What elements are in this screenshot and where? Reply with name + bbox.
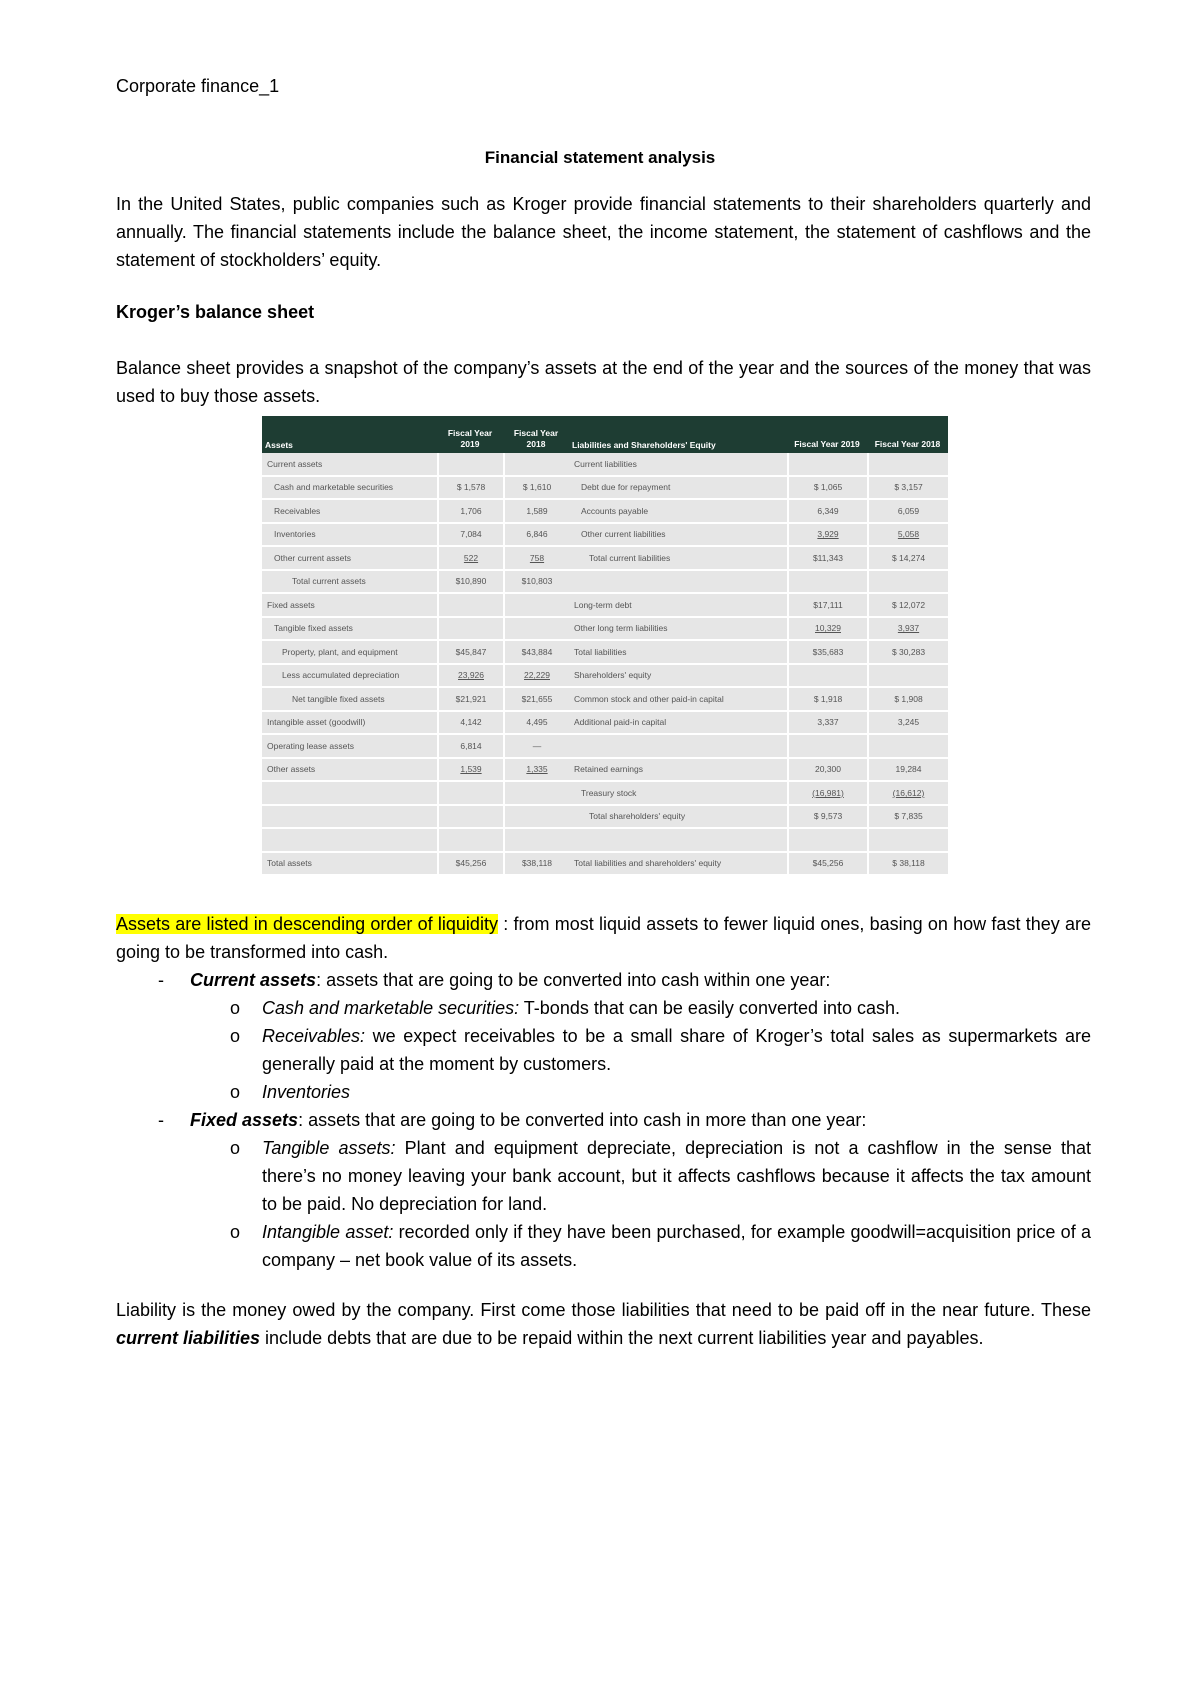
cell-liability-label bbox=[569, 782, 787, 806]
header-liabilities: Liabilities and Shareholders' Equity bbox=[569, 416, 787, 453]
header-fy2018: Fiscal Year 2018 bbox=[503, 416, 569, 453]
cell-liability-fy2018 bbox=[867, 571, 948, 595]
dash-marker: - bbox=[158, 1110, 164, 1130]
cell-text: $21,921 bbox=[455, 693, 487, 704]
cell-asset-fy2019 bbox=[437, 547, 503, 571]
cell-text: $17,111 bbox=[813, 599, 843, 610]
cell-asset-fy2019 bbox=[437, 500, 503, 524]
cell-text: Other long term liabilities bbox=[574, 623, 668, 634]
liability-text-2: include debts that are due to be repaid within the next current liabilities year and payables. bbox=[260, 1328, 984, 1348]
cell-text: Other assets bbox=[267, 764, 316, 775]
cell-liability-fy2019 bbox=[787, 712, 867, 736]
list-item-inventories bbox=[116, 1078, 1091, 1106]
cell-text: $ 38,118 bbox=[892, 858, 925, 869]
cell-text: 6,846 bbox=[526, 529, 548, 540]
cell-text: 5,058 bbox=[897, 529, 920, 540]
cell-asset-fy2019 bbox=[437, 594, 503, 618]
current-assets-text: : assets that are going to be converted into cash within one year: bbox=[316, 970, 831, 990]
cell-liability-fy2018 bbox=[867, 547, 948, 571]
cell-asset-fy2019 bbox=[437, 712, 503, 736]
cell-text: 3,929 bbox=[817, 529, 839, 540]
cell-asset-fy2018 bbox=[503, 665, 569, 689]
cell-asset-fy2019 bbox=[437, 641, 503, 665]
table-row bbox=[262, 594, 948, 618]
table-row bbox=[262, 665, 948, 689]
cell-text: 1,539 bbox=[460, 764, 482, 775]
cell-liability-fy2018 bbox=[867, 641, 948, 665]
cell-liability-fy2019 bbox=[787, 524, 867, 548]
cell-asset-label bbox=[262, 735, 437, 759]
asset-list bbox=[116, 966, 1091, 1274]
current-liabilities-term: current liabilities bbox=[116, 1328, 261, 1348]
fixed-assets-term: Fixed assets bbox=[190, 1110, 299, 1130]
cell-asset-fy2019 bbox=[437, 688, 503, 712]
cell-text: $ 7,835 bbox=[894, 811, 923, 822]
cell-text: Debt due for repayment bbox=[581, 482, 671, 493]
cell-asset-fy2018 bbox=[503, 829, 569, 853]
cell-asset-fy2019 bbox=[437, 618, 503, 642]
cell-liability-fy2019 bbox=[787, 641, 867, 665]
table-row bbox=[262, 759, 948, 783]
cell-text: 1,335 bbox=[526, 764, 548, 775]
cell-asset-label bbox=[262, 665, 437, 689]
cell-liability-fy2019 bbox=[787, 759, 867, 783]
document-title: Financial statement analysis bbox=[484, 148, 716, 167]
table-row bbox=[262, 829, 948, 853]
cell-text: Total assets bbox=[267, 858, 312, 869]
cell-text: Other current assets bbox=[274, 552, 352, 563]
cell-text: Receivables bbox=[274, 505, 321, 516]
cell-liability-fy2018 bbox=[867, 829, 948, 853]
cell-text: $ 1,908 bbox=[894, 693, 923, 704]
cell-text: Less accumulated depreciation bbox=[282, 670, 400, 681]
cell-text: 1,706 bbox=[460, 505, 482, 516]
table-row bbox=[262, 806, 948, 830]
cell-liability-fy2019 bbox=[787, 806, 867, 830]
cell-asset-fy2018 bbox=[503, 547, 569, 571]
list-item-cash bbox=[116, 994, 1091, 1022]
document-header: Corporate finance_1 bbox=[116, 76, 280, 96]
cell-liability-fy2019 bbox=[787, 453, 867, 477]
cell-text: Tangible fixed assets bbox=[274, 623, 353, 634]
bullet-marker: o bbox=[230, 1082, 241, 1102]
bullet-marker: o bbox=[230, 998, 241, 1018]
cell-asset-label bbox=[262, 547, 437, 571]
cell-text: — bbox=[532, 740, 542, 751]
table-row bbox=[262, 500, 948, 524]
cell-text: Other current liabilities bbox=[581, 529, 666, 540]
cell-asset-fy2018 bbox=[503, 594, 569, 618]
table-row bbox=[262, 477, 948, 501]
table-row bbox=[262, 618, 948, 642]
cell-text: $ 12,072 bbox=[891, 599, 926, 610]
cell-asset-fy2019 bbox=[437, 453, 503, 477]
cell-text: 3,245 bbox=[897, 717, 920, 728]
cell-text: $21,655 bbox=[521, 693, 553, 704]
cell-text: $ 1,918 bbox=[813, 693, 843, 704]
cell-text: Retained earnings bbox=[574, 764, 643, 775]
cell-liability-label bbox=[569, 524, 787, 548]
cell-asset-fy2019 bbox=[437, 759, 503, 783]
cell-liability-fy2019 bbox=[787, 477, 867, 501]
cell-text: 522 bbox=[463, 552, 479, 563]
inventories-term: Inventories bbox=[262, 1082, 351, 1102]
intro-paragraph: In the United States, public companies such as Kroger provide financial statements to their shareholders quarterly and annually. The financial statements include the balance sheet, the income statement, the statement of cashflows and the statement of stockholders’ equity. bbox=[116, 194, 1091, 270]
cell-text: Treasury stock bbox=[581, 787, 637, 798]
cell-asset-label bbox=[262, 688, 437, 712]
cell-text: Inventories bbox=[274, 529, 316, 540]
intangible-term: Intangible asset: bbox=[262, 1222, 394, 1242]
liquidity-highlight: Assets are listed in descending order of liquidity bbox=[116, 914, 498, 934]
cell-liability-fy2019 bbox=[787, 571, 867, 595]
cell-text: $45,847 bbox=[455, 646, 487, 657]
cell-liability-fy2018 bbox=[867, 759, 948, 783]
cell-asset-fy2018 bbox=[503, 618, 569, 642]
cell-liability-label bbox=[569, 500, 787, 524]
cell-liability-label bbox=[569, 594, 787, 618]
cell-text: 4,495 bbox=[526, 717, 548, 728]
cell-asset-fy2018 bbox=[503, 712, 569, 736]
cell-liability-label bbox=[569, 571, 787, 595]
cell-text: 1,589 bbox=[526, 505, 548, 516]
cell-asset-fy2018 bbox=[503, 453, 569, 477]
cell-asset-fy2018 bbox=[503, 571, 569, 595]
cell-text: Current assets bbox=[267, 458, 323, 469]
cell-liability-fy2018 bbox=[867, 453, 948, 477]
header-assets: Assets bbox=[262, 416, 437, 453]
cell-text: $11,343 bbox=[812, 552, 844, 563]
cell-text: 20,300 bbox=[815, 764, 841, 775]
cell-asset-fy2018 bbox=[503, 688, 569, 712]
cell-text: 3,337 bbox=[817, 717, 839, 728]
cell-liability-fy2019 bbox=[787, 665, 867, 689]
cell-asset-label bbox=[262, 853, 437, 877]
cell-asset-label bbox=[262, 641, 437, 665]
cell-text: Fixed assets bbox=[267, 599, 315, 610]
cell-asset-fy2019 bbox=[437, 524, 503, 548]
cell-text: 7,084 bbox=[460, 529, 482, 540]
table-header-row bbox=[262, 416, 948, 453]
cell-text: Accounts payable bbox=[581, 505, 649, 516]
cell-text: $ 1,578 bbox=[456, 482, 486, 493]
cell-liability-fy2018 bbox=[867, 853, 948, 877]
cell-text: $ 9,573 bbox=[813, 811, 843, 822]
cell-text: (16,981) bbox=[812, 787, 844, 798]
cell-text: $ 14,274 bbox=[891, 552, 926, 563]
cell-liability-fy2018 bbox=[867, 594, 948, 618]
cell-asset-fy2019 bbox=[437, 782, 503, 806]
table-row bbox=[262, 782, 948, 806]
cell-text: Property, plant, and equipment bbox=[282, 646, 398, 657]
list-item-intangible bbox=[116, 1218, 1091, 1274]
cell-text: Total current liabilities bbox=[589, 552, 671, 563]
cell-asset-label bbox=[262, 782, 437, 806]
cell-liability-fy2019 bbox=[787, 688, 867, 712]
cell-liability-fy2018 bbox=[867, 735, 948, 759]
cell-text: $ 1,065 bbox=[813, 482, 843, 493]
cell-asset-fy2018 bbox=[503, 806, 569, 830]
cell-text: $10,890 bbox=[455, 576, 487, 587]
cell-text: Current liabilities bbox=[574, 458, 637, 469]
cell-asset-label bbox=[262, 477, 437, 501]
cell-liability-fy2019 bbox=[787, 782, 867, 806]
current-assets-term: Current assets bbox=[190, 970, 317, 990]
cell-text: 10,329 bbox=[815, 623, 841, 634]
cell-liability-label bbox=[569, 618, 787, 642]
list-item-tangible bbox=[116, 1134, 1091, 1218]
cell-liability-fy2018 bbox=[867, 665, 948, 689]
cell-liability-label bbox=[569, 641, 787, 665]
cell-liability-label bbox=[569, 853, 787, 877]
cell-text: 4,142 bbox=[460, 717, 482, 728]
dash-marker: - bbox=[158, 970, 164, 990]
table-row bbox=[262, 735, 948, 759]
cell-text: Common stock and other paid-in capital bbox=[574, 693, 724, 704]
cell-text: $ 1,610 bbox=[522, 482, 552, 493]
liability-text-1: Liability is the money owed by the company. First come those liabilities that need to be paid off in the near future. These bbox=[116, 1300, 1091, 1320]
cell-asset-fy2018 bbox=[503, 759, 569, 783]
cell-liability-label bbox=[569, 547, 787, 571]
cell-asset-fy2018 bbox=[503, 477, 569, 501]
cell-asset-fy2018 bbox=[503, 524, 569, 548]
cell-asset-fy2018 bbox=[503, 853, 569, 877]
bullet-marker: o bbox=[230, 1026, 241, 1046]
cell-text: 22,229 bbox=[524, 670, 550, 681]
cell-text: (16,612) bbox=[892, 787, 925, 798]
cell-text: Cash and marketable securities bbox=[274, 482, 394, 493]
cell-liability-label bbox=[569, 688, 787, 712]
cell-liability-label bbox=[569, 477, 787, 501]
cell-text: Shareholders' equity bbox=[574, 670, 652, 681]
cell-asset-fy2019 bbox=[437, 735, 503, 759]
section-heading: Kroger’s balance sheet bbox=[116, 302, 315, 322]
cell-asset-fy2018 bbox=[503, 500, 569, 524]
cell-text: 6,814 bbox=[460, 740, 482, 751]
cell-text: 6,349 bbox=[817, 505, 839, 516]
cell-asset-fy2018 bbox=[503, 735, 569, 759]
cell-liability-fy2019 bbox=[787, 594, 867, 618]
cell-text: 23,926 bbox=[458, 670, 484, 681]
cash-text: T-bonds that can be easily converted into cash. bbox=[519, 998, 901, 1018]
table-row bbox=[262, 547, 948, 571]
cell-asset-fy2019 bbox=[437, 477, 503, 501]
cell-text: Additional paid-in capital bbox=[574, 717, 667, 728]
table-row bbox=[262, 453, 948, 477]
cell-asset-fy2019 bbox=[437, 571, 503, 595]
cell-liability-fy2018 bbox=[867, 782, 948, 806]
cell-liability-label bbox=[569, 665, 787, 689]
cell-asset-label bbox=[262, 453, 437, 477]
cell-asset-fy2019 bbox=[437, 806, 503, 830]
cell-text: 19,284 bbox=[895, 764, 922, 775]
list-item-current-assets bbox=[116, 966, 1091, 994]
cell-liability-fy2019 bbox=[787, 853, 867, 877]
cell-liability-label bbox=[569, 806, 787, 830]
tangible-text: Plant and equipment depreciate, depreciation is not a cashflow in the sense that there’s no money leaving your bank account, but it affects cashflows because it affects the tax amount to be paid. No depreciation for land. bbox=[262, 1138, 1091, 1214]
cell-liability-label bbox=[569, 829, 787, 853]
cell-asset-label bbox=[262, 500, 437, 524]
cell-text: $45,256 bbox=[812, 858, 844, 869]
bullet-marker: o bbox=[230, 1222, 241, 1242]
balance-sheet-table bbox=[262, 416, 948, 874]
cell-text: $35,683 bbox=[812, 646, 844, 657]
cell-asset-label bbox=[262, 618, 437, 642]
cell-text: Operating lease assets bbox=[267, 740, 354, 751]
cell-asset-fy2018 bbox=[503, 782, 569, 806]
cell-text: 3,937 bbox=[897, 623, 920, 634]
cell-text: Intangible asset (goodwill) bbox=[267, 717, 366, 728]
cell-text: Net tangible fixed assets bbox=[292, 693, 385, 704]
cell-liability-label bbox=[569, 735, 787, 759]
cell-asset-label bbox=[262, 712, 437, 736]
cell-text: $45,256 bbox=[455, 858, 487, 869]
table-row bbox=[262, 688, 948, 712]
cell-text: Total liabilities and shareholders' equity bbox=[574, 858, 722, 869]
receivables-term: Receivables: bbox=[262, 1026, 366, 1046]
cell-asset-label bbox=[262, 571, 437, 595]
cell-asset-fy2019 bbox=[437, 829, 503, 853]
cell-liability-fy2018 bbox=[867, 712, 948, 736]
cell-text: Long-term debt bbox=[574, 599, 632, 610]
cell-text: 6,059 bbox=[897, 505, 920, 516]
cell-liability-label bbox=[569, 759, 787, 783]
table-row bbox=[262, 853, 948, 877]
cell-asset-label bbox=[262, 524, 437, 548]
cell-liability-fy2018 bbox=[867, 688, 948, 712]
cell-asset-label bbox=[262, 806, 437, 830]
cell-liability-fy2019 bbox=[787, 547, 867, 571]
header-fy2018-liab: Fiscal Year 2018 bbox=[867, 416, 948, 453]
header-fy2019-liab: Fiscal Year 2019 bbox=[787, 416, 867, 453]
balance-sheet-intro: Balance sheet provides a snapshot of the company’s assets at the end of the year and the sources of the money that was used to buy those assets. bbox=[116, 358, 1091, 406]
table-row bbox=[262, 571, 948, 595]
cell-text: $10,803 bbox=[521, 576, 553, 587]
cell-liability-fy2019 bbox=[787, 500, 867, 524]
cell-asset-fy2019 bbox=[437, 853, 503, 877]
cell-liability-fy2018 bbox=[867, 618, 948, 642]
bullet-marker: o bbox=[230, 1138, 241, 1158]
cell-liability-label bbox=[569, 712, 787, 736]
list-item-fixed-assets bbox=[116, 1106, 1091, 1134]
liquidity-paragraph bbox=[116, 910, 1091, 966]
cell-liability-label bbox=[569, 453, 787, 477]
cell-asset-fy2018 bbox=[503, 641, 569, 665]
cell-text: $43,884 bbox=[521, 646, 553, 657]
intangible-text: recorded only if they have been purchased, for example goodwill=acquisition price of a company – net book value of its assets. bbox=[262, 1222, 1091, 1270]
cell-text: $38,118 bbox=[521, 858, 553, 869]
cell-liability-fy2018 bbox=[867, 477, 948, 501]
cell-liability-fy2018 bbox=[867, 524, 948, 548]
header-fy2019: Fiscal Year 2019 bbox=[437, 416, 503, 453]
cell-asset-label bbox=[262, 594, 437, 618]
cell-liability-fy2019 bbox=[787, 829, 867, 853]
fixed-assets-text: : assets that are going to be converted into cash in more than one year: bbox=[298, 1110, 867, 1130]
cell-text: $ 30,283 bbox=[891, 646, 926, 657]
cell-asset-label bbox=[262, 829, 437, 853]
cell-liability-fy2019 bbox=[787, 618, 867, 642]
cell-text: Total shareholders' equity bbox=[589, 811, 686, 822]
cell-text: Total current assets bbox=[292, 576, 366, 587]
cell-liability-fy2018 bbox=[867, 806, 948, 830]
table-body bbox=[262, 453, 948, 876]
cell-liability-fy2018 bbox=[867, 500, 948, 524]
list-item-receivables bbox=[116, 1022, 1091, 1078]
cell-asset-fy2019 bbox=[437, 665, 503, 689]
tangible-term: Tangible assets: bbox=[262, 1138, 396, 1158]
cash-term: Cash and marketable securities: bbox=[262, 998, 520, 1018]
cell-asset-label bbox=[262, 759, 437, 783]
table-row bbox=[262, 641, 948, 665]
receivables-text: we expect receivables to be a small share of Kroger’s total sales as supermarkets are generally paid at the moment by customers. bbox=[262, 1026, 1091, 1074]
table-row bbox=[262, 524, 948, 548]
table-row bbox=[262, 712, 948, 736]
cell-text: 758 bbox=[529, 552, 545, 563]
liability-paragraph bbox=[116, 1296, 1091, 1352]
cell-text: Total liabilities bbox=[574, 646, 627, 657]
liquidity-rest: : from most liquid assets to fewer liquid ones, basing on how fast they are going to be transformed into cash. bbox=[116, 914, 1091, 962]
cell-liability-fy2019 bbox=[787, 735, 867, 759]
cell-text: $ 3,157 bbox=[894, 482, 923, 493]
